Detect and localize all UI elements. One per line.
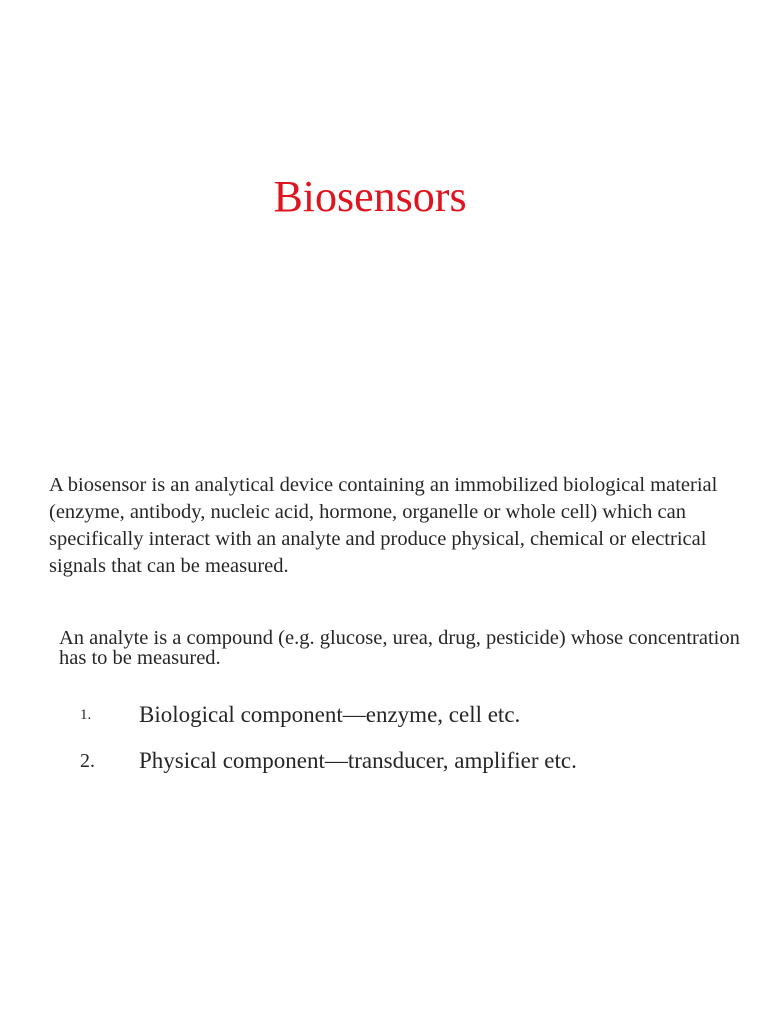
list-item-text: Biological component—enzyme, cell etc. <box>139 702 521 727</box>
list-number: 1. <box>80 707 92 723</box>
biosensor-definition: A biosensor is an analytical device containing an immobilized biological material (enzyme, antibody, nucleic acid, hormone, organelle or whole cell) which can specifically interact with an analyte and produce physical, chemical or electrical signals that can be measured. <box>49 474 718 577</box>
list-item <box>0 700 768 746</box>
list-item-text: Physical component—transducer, amplifier etc. <box>139 748 577 773</box>
analyte-definition: An analyte is a compound (e.g. glucose, urea, drug, pesticide) whose concentration has to be measured. <box>59 627 740 669</box>
list-item <box>0 746 768 792</box>
list-number: 2. <box>80 750 95 772</box>
component-list <box>0 700 768 792</box>
page-title: Biosensors <box>273 172 467 221</box>
